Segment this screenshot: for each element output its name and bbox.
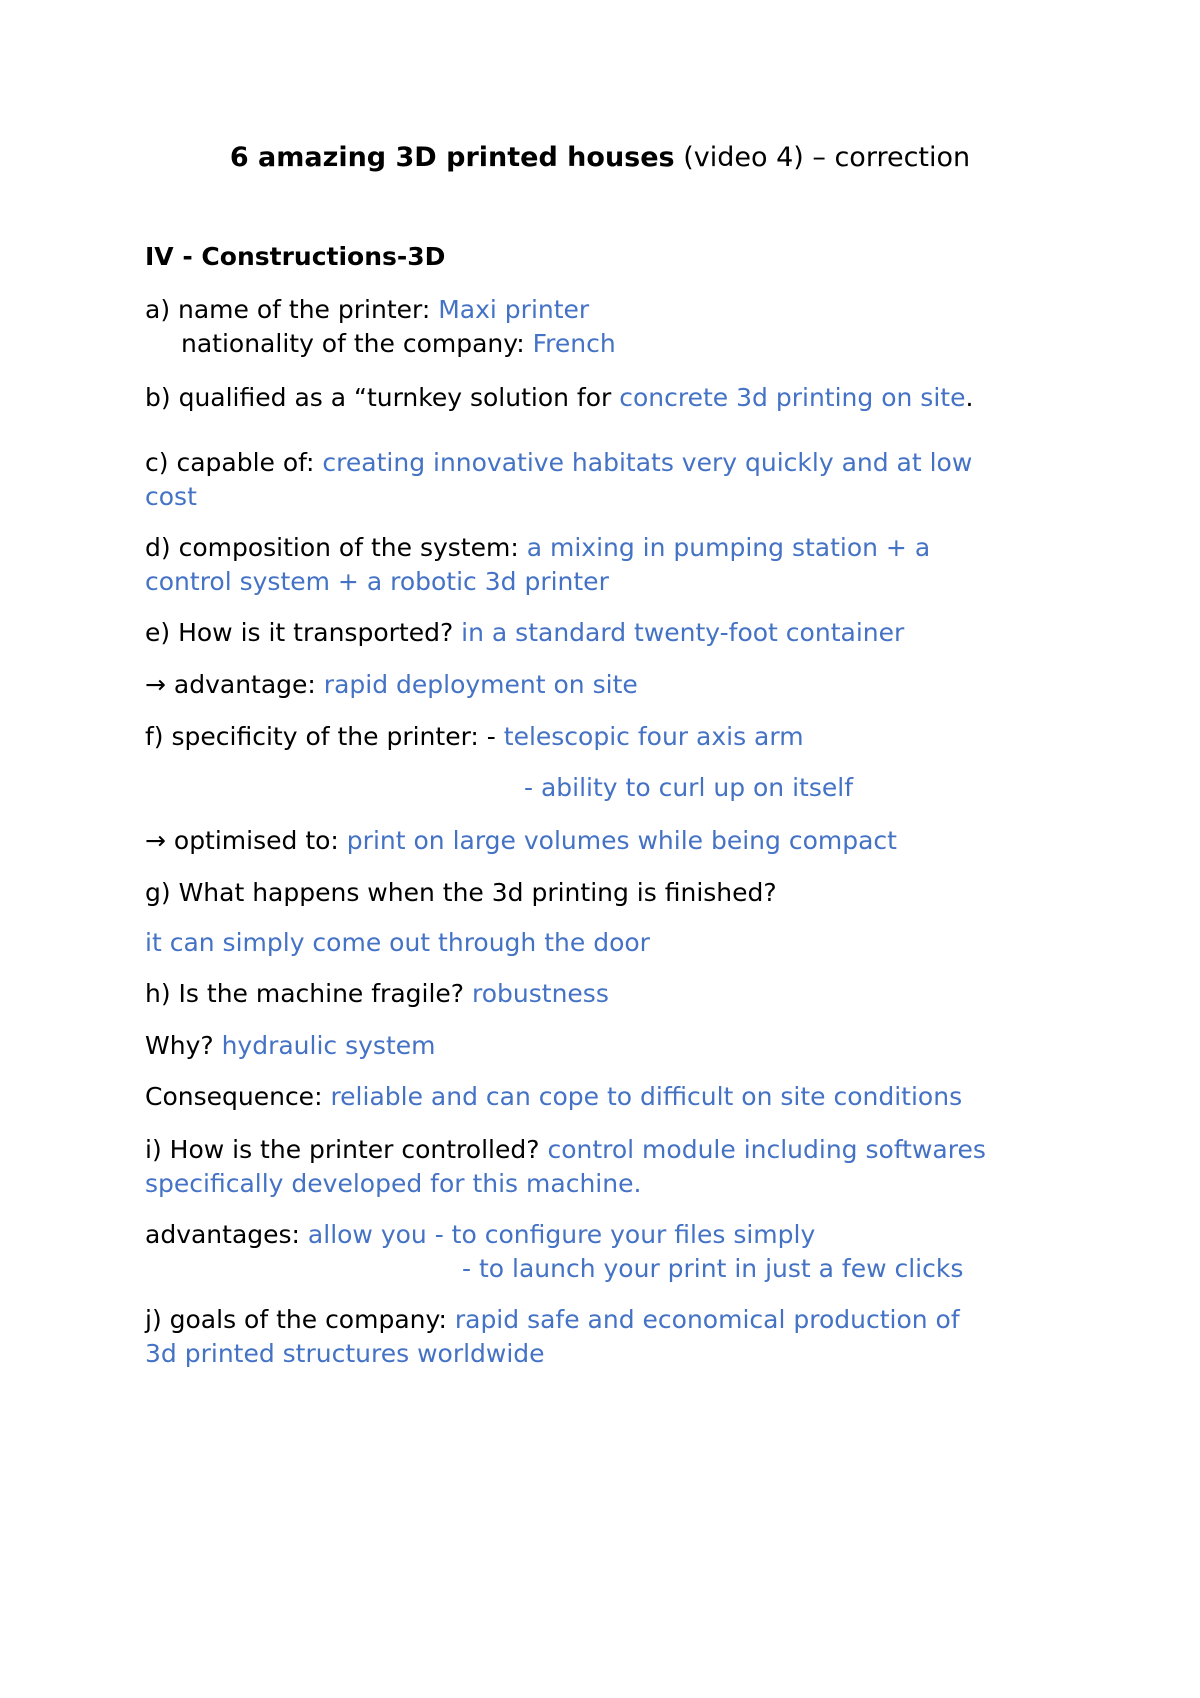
question-i-advantages — [145, 1218, 815, 1252]
question-h-label: h) Is the machine fragile? — [145, 979, 473, 1008]
advantages-answer1: allow you - to configure your files simply — [307, 1220, 816, 1249]
question-b-label: b) qualified as a “turnkey solution for — [145, 383, 620, 412]
question-c-label: c) capable of: — [145, 448, 323, 477]
nationality-answer: French — [532, 329, 616, 358]
question-e-label: e) How is it transported? — [145, 618, 462, 647]
question-a-label: a) name of the printer: — [145, 295, 439, 324]
optimised-label: → optimised to: — [145, 826, 347, 855]
question-d-label: d) composition of the system: — [145, 533, 527, 562]
question-c — [145, 446, 972, 480]
question-f-answer2: - ability to curl up on itself — [524, 773, 853, 802]
question-b-end: . — [965, 383, 974, 412]
question-b — [145, 381, 973, 415]
question-h-answer: robustness — [472, 979, 609, 1008]
advantages-label: advantages: — [145, 1220, 308, 1249]
question-e — [145, 616, 904, 650]
question-f — [145, 720, 804, 754]
question-d-answer-line1: a mixing in pumping station + a — [526, 533, 931, 562]
question-a-answer: Maxi printer — [438, 295, 590, 324]
question-a — [145, 293, 589, 327]
question-g: g) What happens when the 3d printing is finished? — [145, 878, 777, 907]
question-d-answer-line2: control system + a robotic 3d printer — [145, 567, 609, 596]
optimised-answer: print on large volumes while being compact — [346, 826, 897, 855]
question-d — [145, 531, 930, 565]
nationality-label: nationality of the company: — [181, 329, 533, 358]
question-j — [145, 1303, 960, 1337]
question-h-consequence — [145, 1080, 962, 1114]
question-i — [145, 1133, 986, 1167]
advantages-answer2: - to launch your print in just a few clicks — [462, 1254, 964, 1283]
title-rest: (video 4) – correction — [674, 142, 971, 173]
question-j-answer-line2: 3d printed structures worldwide — [145, 1339, 545, 1368]
advantage-answer: rapid deployment on site — [323, 670, 638, 699]
question-h-why — [145, 1029, 436, 1063]
question-i-answer-line2: specifically developed for this machine. — [145, 1169, 642, 1198]
section-heading: IV - Constructions-3D — [145, 242, 446, 271]
advantage-label: → advantage: — [145, 670, 324, 699]
question-e-advantage — [145, 668, 638, 702]
why-label: Why? — [145, 1031, 222, 1060]
question-j-label: j) goals of the company: — [145, 1305, 455, 1334]
consequence-label: Consequence: — [145, 1082, 331, 1111]
question-f-answer1: telescopic four axis arm — [503, 722, 804, 751]
question-i-answer-line1: control module including softwares — [547, 1135, 986, 1164]
question-b-answer: concrete 3d printing on site — [619, 383, 966, 412]
question-j-answer-line1: rapid safe and economical production of — [454, 1305, 960, 1334]
title-bold: 6 amazing 3D printed houses — [229, 142, 675, 173]
consequence-answer: reliable and can cope to difficult on site conditions — [330, 1082, 963, 1111]
question-f-optimised — [145, 824, 897, 858]
question-c-answer-line2: cost — [145, 482, 197, 511]
question-a-nationality — [181, 327, 616, 361]
question-g-answer: it can simply come out through the door — [145, 928, 650, 957]
question-e-answer: in a standard twenty-foot container — [461, 618, 905, 647]
question-f-label: f) specificity of the printer: - — [145, 722, 504, 751]
question-c-answer-line1: creating innovative habitats very quickly and at low — [322, 448, 973, 477]
page-title — [0, 140, 1200, 176]
question-i-label: i) How is the printer controlled? — [145, 1135, 548, 1164]
why-answer: hydraulic system — [221, 1031, 436, 1060]
question-h — [145, 977, 609, 1011]
